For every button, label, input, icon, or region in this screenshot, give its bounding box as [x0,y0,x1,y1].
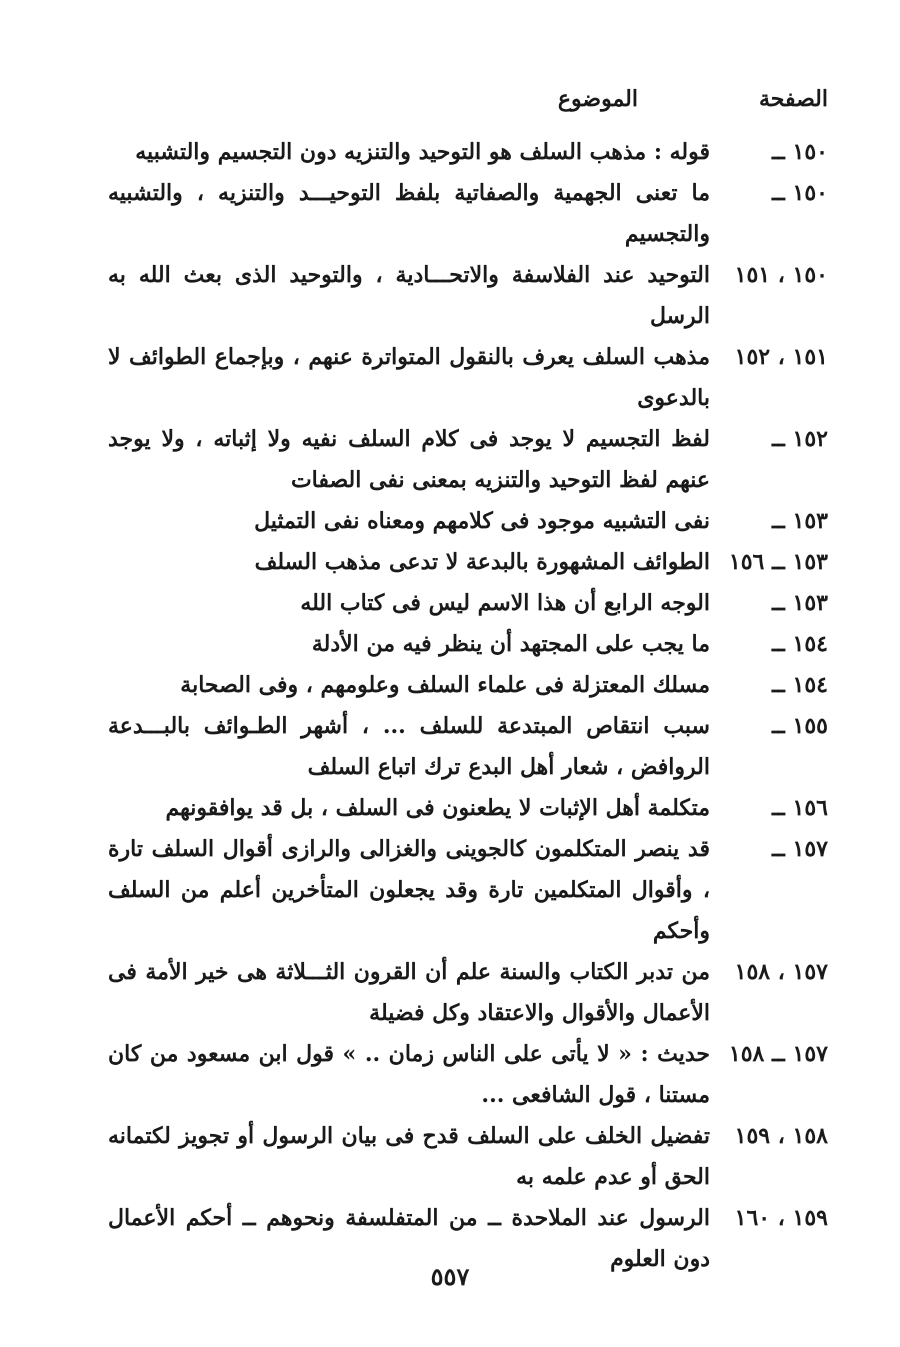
entry-topic: حديث : « لا يأتى على الناس زمان .. » قول ابن مسعود من كان مستنا ، قول الشافعى ... [108,1041,710,1108]
entry-pages: ١٥٣ ــ [771,590,828,616]
index-entry [108,624,828,665]
entry-topic: التوحيد عند الفلاسفة والاتحـــادية ، والتوحيد الذى بعث الله به الرسل [108,262,710,329]
entry-topic: لفظ التجسيم لا يوجد فى كلام السلف نفيه ولا إثباته ، ولا يوجد عنهم لفظ التوحيد والتنزيه بمعنى نفى الصفات [108,426,710,493]
index-entry [108,583,828,624]
entry-pages: ١٥٨ ، ١٥٩ [734,1123,828,1149]
entry-topic: ما يجب على المجتهد أن ينظر فيه من الأدلة [311,631,710,657]
entry-topic: تفضيل الخلف على السلف قدح فى بيان الرسول أو تجويز لكتمانه الحق أو عدم علمه به [108,1123,710,1190]
index-entry [108,132,828,173]
entry-pages: ١٥٠ ، ١٥١ [734,262,828,288]
index-entry [108,173,828,255]
index-entry [108,952,828,1034]
entry-topic: الرسول عند الملاحدة ــ من المتفلسفة ونحوهم ــ أحكم الأعمال دون العلوم [108,1205,710,1272]
entry-topic: ما تعنى الجهمية والصفاتية بلفظ التوحيـــد والتنزيه ، والتشبيه والتجسيم [108,180,710,247]
index-entry [108,337,828,419]
entry-pages: ١٥٣ ــ ١٥٦ [728,549,828,575]
index-entry [108,419,828,501]
entry-pages: ١٥٧ ــ [771,836,828,862]
index-entry [108,255,828,337]
index-entry [108,542,828,583]
entry-pages: ١٥٤ ــ [771,672,828,698]
entry-pages: ١٥٣ ــ [771,508,828,534]
entry-topic: من تدبر الكتاب والسنة علم أن القرون الثـــلاثة هى خير الأمة فى الأعمال والأقوال والاعتقاد وكل فضيلة [108,959,710,1026]
table-header [108,86,828,126]
entry-topic: الوجه الرابع أن هذا الاسم ليس فى كتاب الله [300,590,710,616]
index-entry [108,1116,828,1198]
page-number: ٥٥٧ [430,1262,470,1291]
entry-pages: ١٥٦ ــ [771,795,828,821]
entry-pages: ١٥٧ ــ ١٥٨ [728,1041,828,1067]
index-entry [108,665,828,706]
entry-pages: ١٥٤ ــ [771,631,828,657]
index-list [108,132,828,1280]
entry-pages: ١٥٥ ــ [771,713,828,739]
entry-topic: مذهب السلف يعرف بالنقول المتواترة عنهم ، وبإجماع الطوائف لا بالدعوى [108,344,710,411]
entry-topic: مسلك المعتزلة فى علماء السلف وعلومهم ، وفى الصحابة [180,672,710,698]
entry-topic: سبب انتقاص المبتدعة للسلف ... ، أشهر الطـوائف بالبـــدعة الروافض ، شعار أهل البدع ترك اتباع السلف [108,713,710,780]
entry-topic: قد ينصر المتكلمون كالجوينى والغزالى والرازى أقوال السلف تارة ، وأقوال المتكلمين تارة وقد يجعلون المتأخرين أعلم من السلف وأحكم [108,836,710,944]
entry-topic: الطوائف المشهورة بالبدعة لا تدعى مذهب السلف [254,549,710,575]
entry-pages: ١٥٠ ــ [771,180,828,206]
index-entry [108,788,828,829]
entry-topic: متكلمة أهل الإثبات لا يطعنون فى السلف ، بل قد يوافقونهم [165,795,710,821]
entry-pages: ١٥١ ، ١٥٢ [734,344,828,370]
entry-pages: ١٥٧ ، ١٥٨ [734,959,828,985]
entry-pages: ١٥٩ ، ١٦٠ [734,1205,828,1231]
page-column-header: الصفحة [758,86,828,112]
entry-topic: نفى التشبيه موجود فى كلامهم ومعناه نفى التمثيل [254,508,710,534]
entry-pages: ١٥٠ ــ [771,139,828,165]
entry-pages: ١٥٢ ــ [771,426,828,452]
index-entry [108,501,828,542]
index-entry [108,1034,828,1116]
index-entry [108,706,828,788]
entry-topic: قوله : مذهب السلف هو التوحيد والتنزيه دون التجسيم والتشبيه [135,139,710,165]
topic-column-header: الموضوع [557,86,638,112]
index-entry [108,829,828,952]
